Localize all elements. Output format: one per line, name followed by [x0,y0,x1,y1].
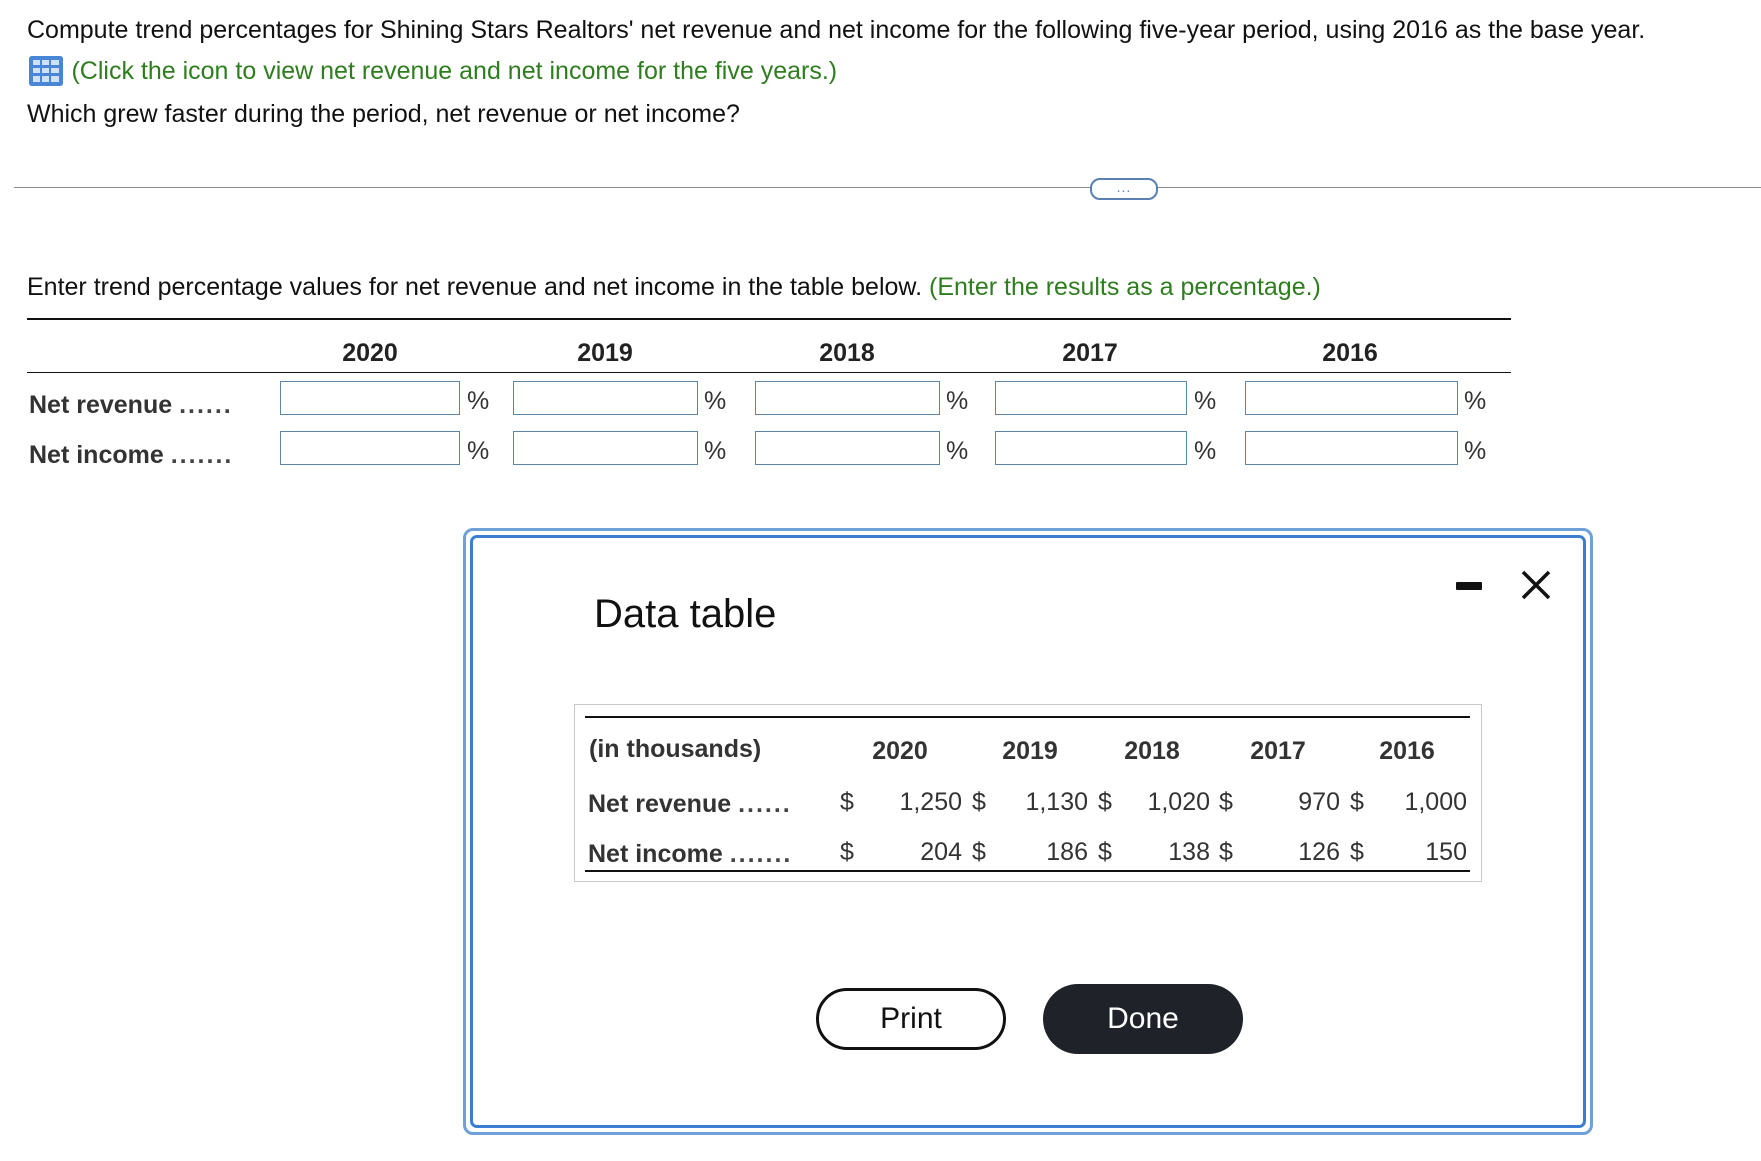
percent-label: % [946,387,969,415]
col-header-2018: 2018 [819,339,875,367]
col-header-2019: 2019 [577,339,633,367]
net-income-2019-input[interactable] [513,431,698,465]
percent-label: % [1194,387,1217,415]
dt-col-2020: 2020 [872,737,928,765]
dt-header-label: (in thousands) [589,735,762,763]
modal-title: Data table [594,592,777,636]
net-revenue-2017-input[interactable] [995,381,1187,415]
dt-cell: 186 [1046,838,1088,866]
net-revenue-2016-input[interactable] [1245,381,1458,415]
percent-label: % [704,387,727,415]
net-income-2016-input[interactable] [1245,431,1458,465]
dt-cell: 1,250 [899,788,962,816]
question-subtext: Which grew faster during the period, net revenue or net income? [27,100,740,128]
percent-label: % [1464,387,1487,415]
dt-cell: 138 [1168,838,1210,866]
question-text: Compute trend percentages for Shining Stars Realtors' net revenue and net income for the following five-year period, using 2016 as the base year. [27,16,1646,44]
dt-row-label-net-income: Net income ....... [588,840,793,868]
dt-cell: 970 [1298,788,1340,816]
dt-cell: 150 [1425,838,1467,866]
dt-currency: $ [840,788,854,816]
col-header-2020: 2020 [342,339,398,367]
percent-label: % [467,437,490,465]
row-label-net-revenue: Net revenue ...... [29,391,233,419]
print-button[interactable]: Print [816,988,1006,1050]
dt-col-2017: 2017 [1250,737,1306,765]
instruction-main: Enter trend percentage values for net revenue and net income in the table below. [27,273,923,301]
dt-currency: $ [972,788,986,816]
table-header-rule [27,372,1511,373]
dt-bottom-rule [585,870,1470,872]
dt-cell: 204 [920,838,962,866]
net-income-2017-input[interactable] [995,431,1187,465]
dt-currency: $ [1219,788,1233,816]
dt-currency: $ [1350,838,1364,866]
dt-col-2019: 2019 [1002,737,1058,765]
percent-label: % [1194,437,1217,465]
close-icon[interactable] [1517,566,1555,604]
done-button[interactable]: Done [1043,984,1243,1054]
percent-label: % [704,437,727,465]
dt-currency: $ [1350,788,1364,816]
net-revenue-2018-input[interactable] [755,381,940,415]
row-label-net-income: Net income ....... [29,441,234,469]
table-top-rule [27,318,1511,320]
instruction-text [27,273,1321,302]
net-revenue-2020-input[interactable] [280,381,460,415]
dt-row-label-net-revenue: Net revenue ...... [588,790,792,818]
dt-cell: 1,000 [1404,788,1467,816]
percent-label: % [946,437,969,465]
net-income-2018-input[interactable] [755,431,940,465]
dt-currency: $ [1098,788,1112,816]
percent-label: % [467,387,490,415]
dt-cell: 1,130 [1025,788,1088,816]
table-icon[interactable] [29,56,63,86]
dt-currency: $ [840,838,854,866]
dt-col-2018: 2018 [1124,737,1180,765]
dt-top-rule [585,716,1470,718]
col-header-2016: 2016 [1322,339,1378,367]
minimize-icon[interactable] [1456,582,1482,590]
section-divider [14,187,1761,188]
expand-more-button[interactable]: ... [1090,178,1158,200]
percent-label: % [1464,437,1487,465]
dt-currency: $ [1098,838,1112,866]
dt-cell: 126 [1298,838,1340,866]
dt-currency: $ [1219,838,1233,866]
net-revenue-2019-input[interactable] [513,381,698,415]
data-table-link[interactable] [29,56,837,86]
col-header-2017: 2017 [1062,339,1118,367]
dt-col-2016: 2016 [1379,737,1435,765]
data-table-link-text[interactable]: (Click the icon to view net revenue and net income for the five years.) [71,56,838,85]
dt-currency: $ [972,838,986,866]
instruction-hint: (Enter the results as a percentage.) [929,273,1321,301]
net-income-2020-input[interactable] [280,431,460,465]
dt-cell: 1,020 [1147,788,1210,816]
